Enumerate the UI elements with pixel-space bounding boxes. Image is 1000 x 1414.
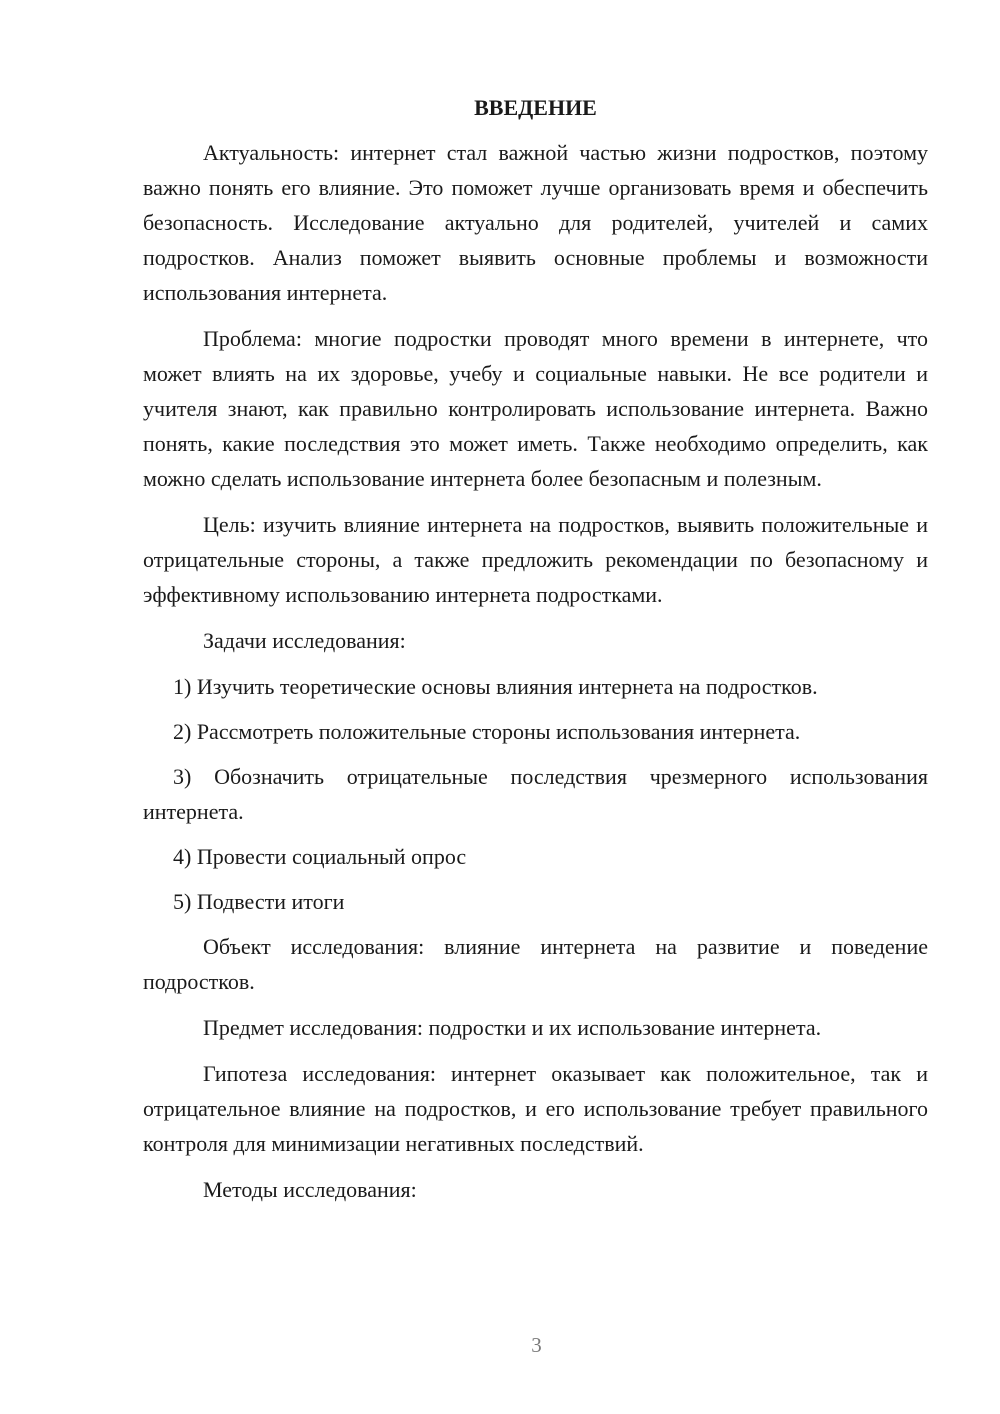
tasks-heading: Задачи исследования: — [203, 628, 406, 653]
task-item-3: 3) Обозначить отрицательные последствия чрезмерного использования интернета. — [143, 764, 928, 824]
relevance-paragraph: Актуальность: интернет стал важной частью жизни подростков, поэтому важно понять его влияние. Это поможет лучше организовать время и обеспечить безопасность. Исследование актуально для родителей, учителей и самих подростков. Анализ поможет выявить основные проблемы и возможности использования интернета. — [143, 140, 928, 305]
task-item-5: 5) Подвести итоги — [173, 889, 345, 914]
section-title: ВВЕДЕНИЕ — [474, 95, 597, 120]
subject-paragraph: Предмет исследования: подростки и их использование интернета. — [203, 1015, 822, 1040]
methods-heading: Методы исследования: — [203, 1177, 417, 1202]
goal-paragraph: Цель: изучить влияние интернета на подростков, выявить положительные и отрицательные стороны, а также предложить рекомендации по безопасному и эффективному использованию интернета подростками. — [143, 512, 928, 607]
page-number: 3 — [531, 1333, 542, 1357]
task-item-2: 2) Рассмотреть положительные стороны использования интернета. — [173, 719, 801, 744]
object-paragraph: Объект исследования: влияние интернета на развитие и поведение подростков. — [143, 934, 928, 994]
hypothesis-paragraph: Гипотеза исследования: интернет оказывает как положительное, так и отрицательное влияние на подростков, и его использование требует правильного контроля для минимизации негативных последствий. — [143, 1061, 928, 1156]
task-item-4: 4) Провести социальный опрос — [173, 844, 467, 869]
problem-paragraph: Проблема: многие подростки проводят много времени в интернете, что может влиять на их здоровье, учебу и социальные навыки. Не все родители и учителя знают, как правильно контролировать использование интернета. Важно понять, какие последствия это может иметь. Также необходимо определить, как можно сделать использование интернета более безопасным и полезным. — [143, 326, 928, 491]
document-page — [143, 90, 928, 1218]
task-item-1: 1) Изучить теоретические основы влияния интернета на подростков. — [173, 674, 818, 699]
